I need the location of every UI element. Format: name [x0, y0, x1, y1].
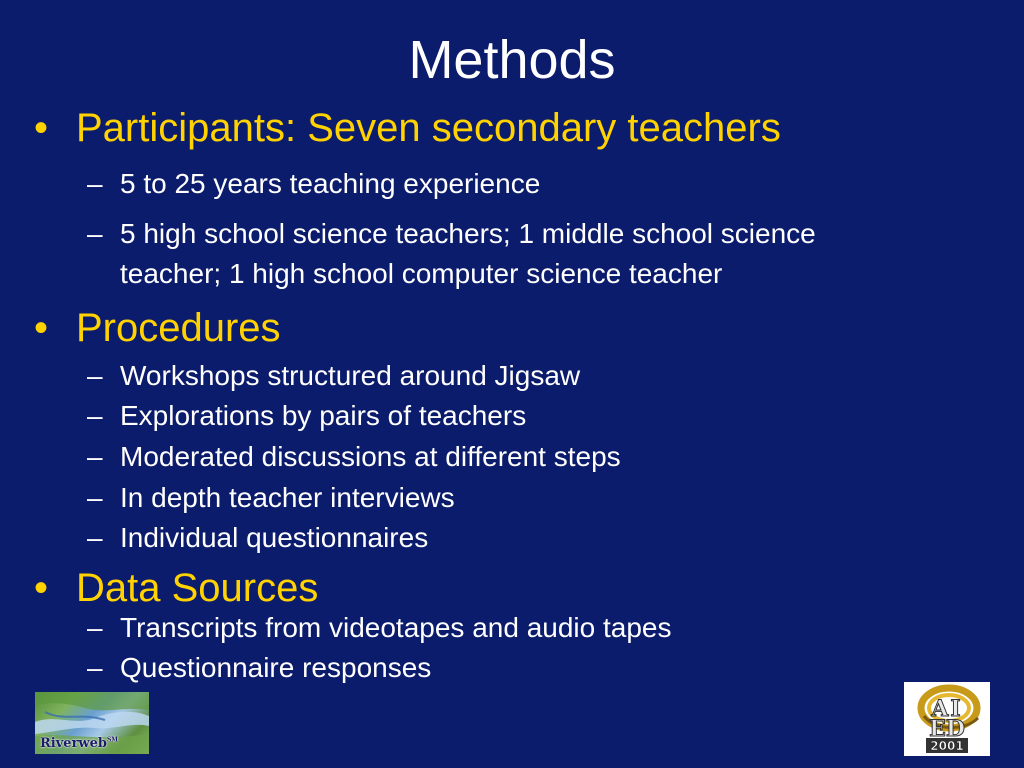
sub-bullet-text: Workshops structured around Jigsaw — [120, 360, 581, 391]
dash: – — [87, 441, 103, 472]
sub-bullet-text: 5 high school science teachers; 1 middle school science — [120, 218, 816, 249]
bullet-procedures — [34, 306, 281, 350]
bullet-dot: • — [34, 306, 49, 350]
sub-bullet-text: Transcripts from videotapes and audio tapes — [120, 612, 672, 643]
bullet-dot: • — [34, 106, 49, 150]
sub-bullet-explorations — [87, 396, 987, 436]
dash: – — [87, 360, 103, 391]
dash: – — [87, 482, 103, 513]
slide-title: Methods — [408, 30, 616, 90]
aied-logo-ed-text: ED — [929, 716, 965, 742]
sub-bullet-text: 5 to 25 years teaching experience — [120, 168, 541, 199]
dash: – — [87, 168, 103, 199]
aied-logo-year: 2001 — [930, 739, 964, 753]
sub-bullet-text: Individual questionnaires — [120, 522, 429, 553]
sub-bullet-workshops — [87, 356, 987, 396]
riverweb-logo-text: Riverweb℠ — [40, 736, 118, 751]
sub-bullet-transcripts — [87, 608, 987, 648]
sub-bullet-text: In depth teacher interviews — [120, 482, 455, 513]
sub-bullet-text: Explorations by pairs of teachers — [120, 400, 527, 431]
bullet-heading-procedures: Procedures — [76, 306, 281, 350]
bullet-dot: • — [34, 566, 49, 610]
sub-bullet-text: Questionnaire responses — [120, 652, 432, 683]
aied-2001-logo — [904, 682, 990, 756]
dash: – — [87, 218, 103, 249]
dash: – — [87, 400, 103, 431]
dash: – — [87, 652, 103, 683]
bullet-data-sources — [34, 566, 318, 610]
sub-bullet-teacher-types — [87, 214, 987, 294]
sub-bullet-interviews — [87, 478, 987, 518]
sub-bullet-responses — [87, 648, 987, 688]
sub-bullet-text-continued: teacher; 1 high school computer science teacher — [120, 258, 723, 289]
bullet-participants — [34, 106, 781, 150]
sub-bullet-questionnaires — [87, 518, 987, 558]
bullet-heading-participants: Participants: Seven secondary teachers — [76, 106, 781, 150]
sub-bullet-experience — [87, 164, 987, 204]
dash: – — [87, 612, 103, 643]
sub-bullet-discussions — [87, 437, 987, 477]
riverweb-logo — [35, 692, 149, 754]
bullet-heading-data-sources: Data Sources — [76, 566, 319, 610]
dash: – — [87, 522, 103, 553]
sub-bullet-text: Moderated discussions at different steps — [120, 441, 621, 472]
aied-logo-ai-text: AI — [931, 696, 963, 722]
